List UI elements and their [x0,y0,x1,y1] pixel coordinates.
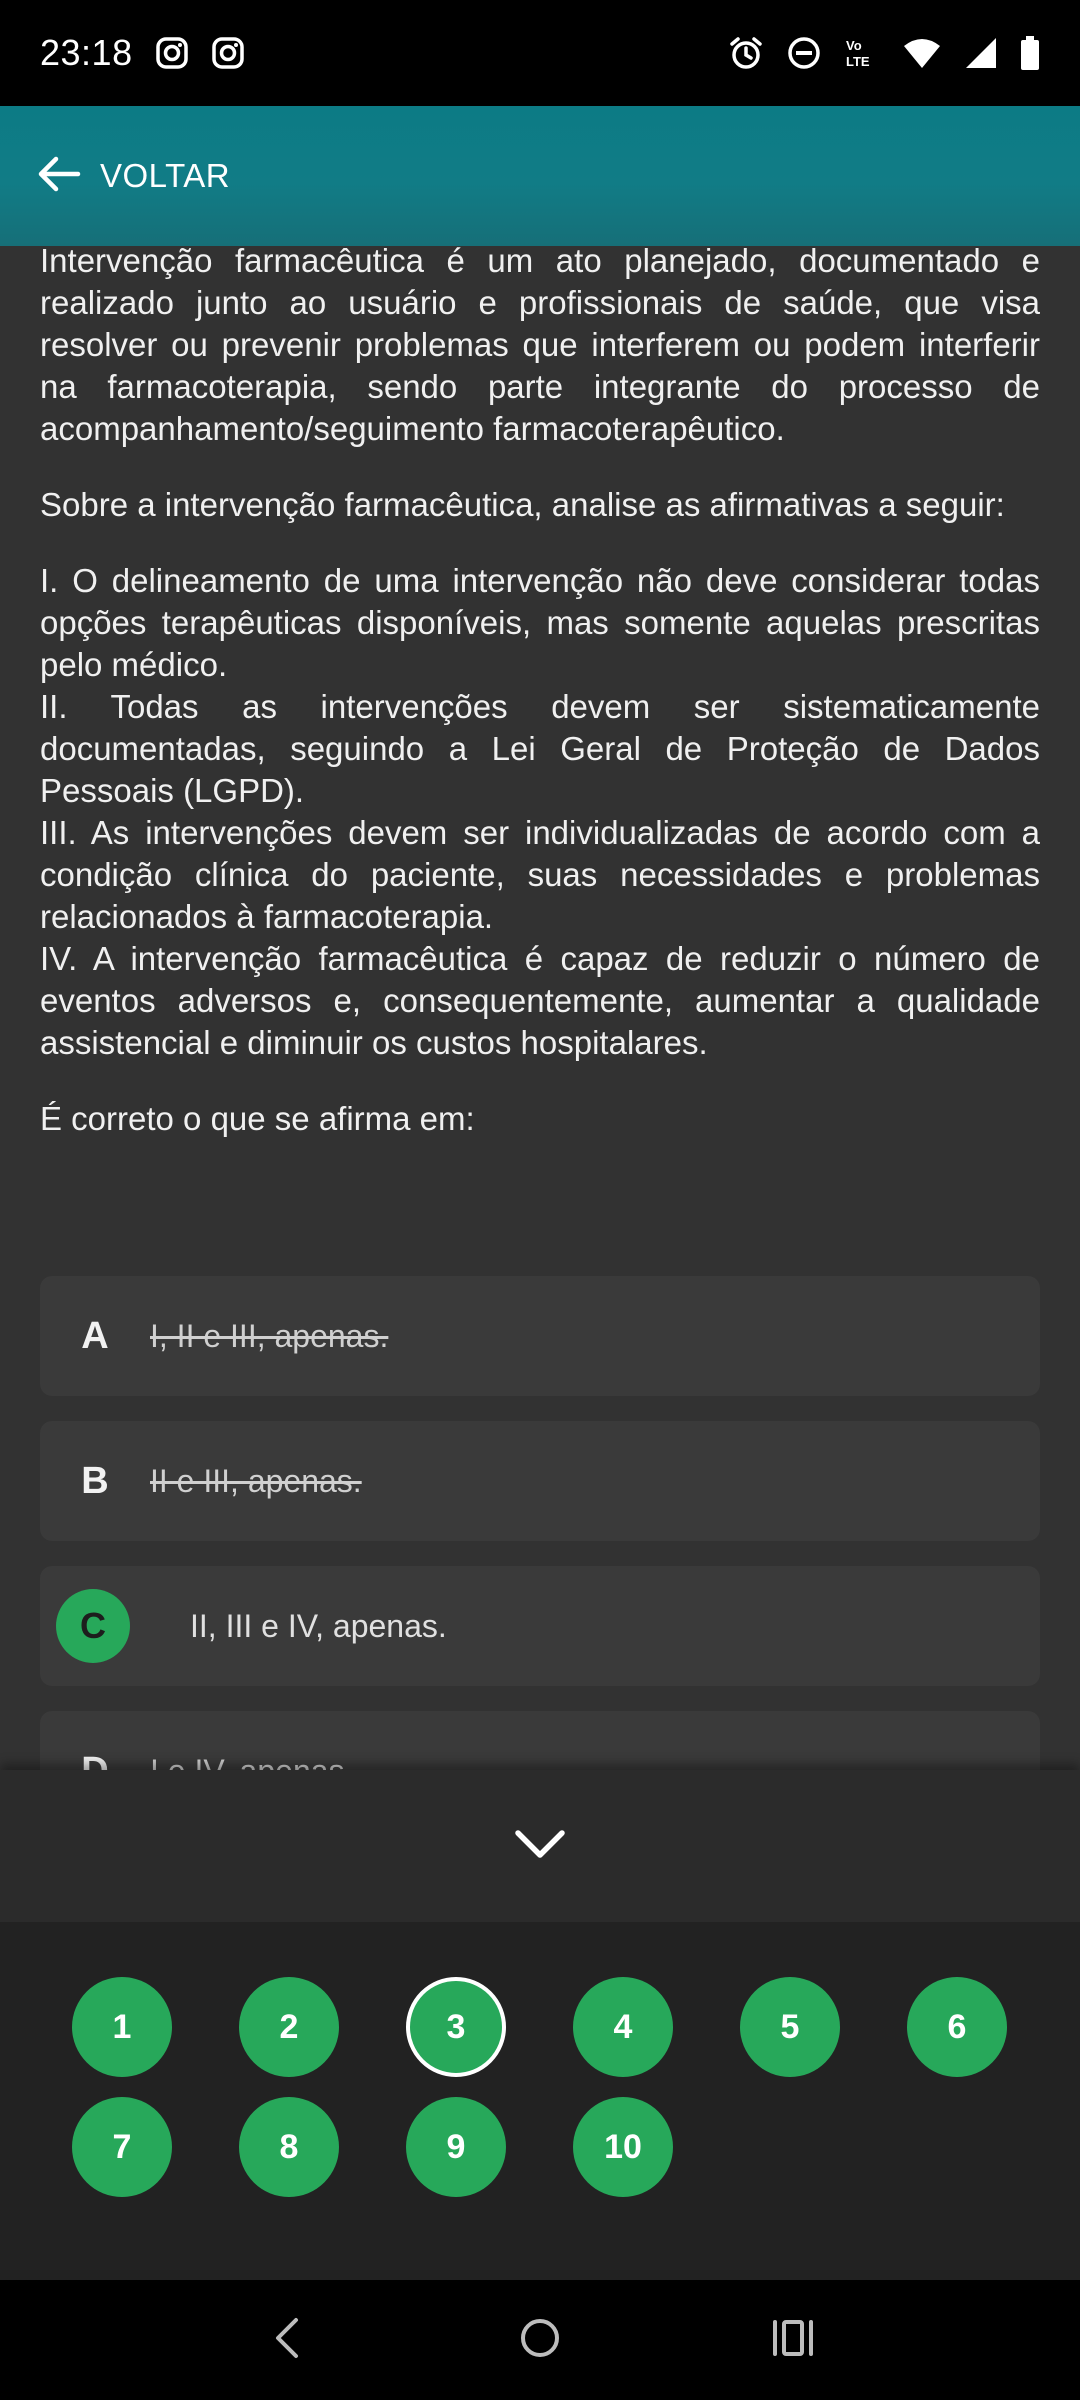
chevron-down-icon [512,1827,568,1866]
app-header [0,106,1080,246]
statement-1: I. O delineamento de uma intervenção não deve considerar todas opções terapêuticas disponíveis, mas somente aquelas prescritas pelo médico. [40,562,1040,683]
nav-recents-button[interactable] [743,2290,843,2390]
status-time: 23:18 [40,32,133,73]
question-number-button-current[interactable]: 3 [406,1977,506,2077]
collapse-navigator-button[interactable] [0,1770,1080,1922]
option-text: II, III e IV, apenas. [190,1607,447,1644]
wifi-icon [902,36,942,70]
back-button[interactable] [36,154,230,199]
nav-back-button[interactable] [237,2290,337,2390]
option-text: I, II e III, apenas. [150,1317,389,1354]
volte-text-bottom: LTE [846,54,870,69]
question-prompt: Sobre a intervenção farmacêutica, analise as afirmativas a seguir: [40,486,1005,523]
question-number-button[interactable]: 2 [239,1977,339,2077]
option-text: II e III, apenas. [150,1462,362,1499]
recents-icon [771,2318,815,2363]
answer-options [40,1276,1040,1856]
signal-icon [964,36,998,70]
question-intro: Intervenção farmacêutica é um ato planejado, documentado e realizado junto ao usuário e profissionais de saúde, que visa resolver ou prevenir problemas que interferem ou podem interferir na farmacoterapia, sendo parte integrante do processo de acompanhamento/seguimento farmacoterapêutico. [40,242,1040,447]
volte-icon [844,35,880,71]
nav-home-button[interactable] [490,2290,590,2390]
question-closing: É correto o que se afirma em: [40,1100,475,1137]
question-number-button[interactable]: 1 [72,1977,172,2077]
question-navigator [0,1922,1080,2280]
system-nav-bar [0,2280,1080,2400]
option-a[interactable] [40,1276,1040,1396]
home-icon [518,2316,562,2365]
question-number-button[interactable]: 4 [573,1977,673,2077]
status-bar [0,0,1080,106]
back-icon [272,2316,302,2365]
option-letter-selected: C [56,1589,130,1663]
back-label: VOLTAR [100,157,231,194]
statement-3: III. As intervenções devem ser individualizadas de acordo com a condição clínica do paciente, suas necessidades e problemas relacionados à farmacoterapia. [40,814,1040,935]
question-number-button[interactable]: 6 [907,1977,1007,2077]
question-number-button[interactable]: 5 [740,1977,840,2077]
alarm-icon [728,35,764,71]
arrow-left-icon [36,154,82,199]
statement-4: IV. A intervenção farmacêutica é capaz de reduzir o número de eventos adversos e, consequentemente, aumentar a qualidade assistencial e diminuir os custos hospitalares. [40,940,1040,1061]
question-number-button[interactable]: 7 [72,2097,172,2197]
instagram-icon [211,36,245,70]
statement-2: II. Todas as intervenções devem ser sistematicamente documentadas, seguindo a Lei Geral de Proteção de Dados Pessoais (LGPD). [40,688,1040,809]
option-c[interactable] [40,1566,1040,1686]
volte-text-top: Vo [846,38,862,53]
question-content [0,242,1080,1770]
question-number-button[interactable]: 9 [406,2097,506,2197]
option-letter: A [81,1314,109,1357]
battery-icon [1020,35,1040,71]
do-not-disturb-icon [786,35,822,71]
question-number-button[interactable]: 10 [573,2097,673,2197]
option-letter: B [81,1459,109,1502]
question-number-button[interactable]: 8 [239,2097,339,2197]
instagram-icon [155,36,189,70]
option-b[interactable] [40,1421,1040,1541]
